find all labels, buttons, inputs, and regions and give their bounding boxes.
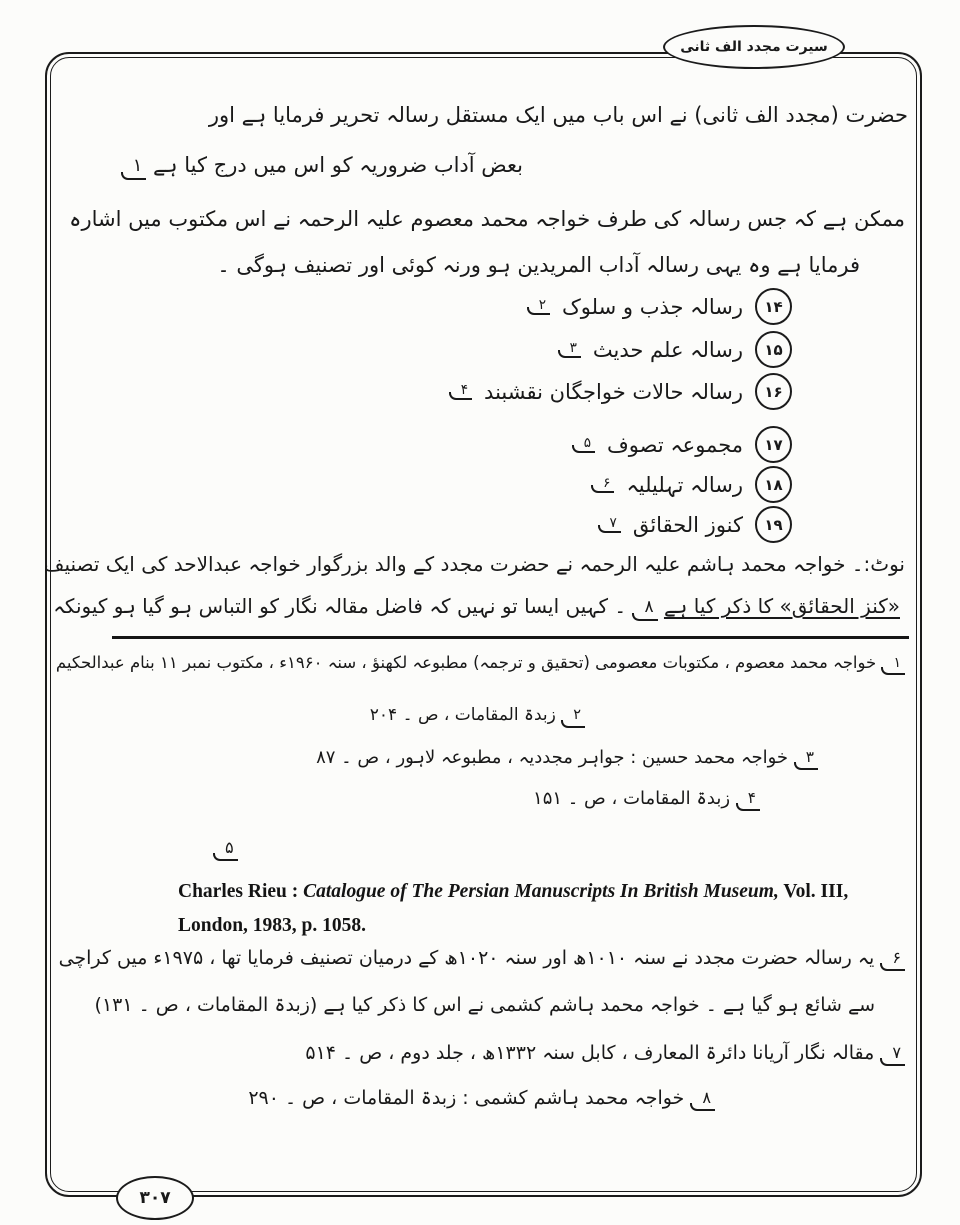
- item-number-badge: ۱۴: [755, 288, 792, 325]
- english-citation: [178, 875, 866, 943]
- footnote-ref-3: ۳: [558, 340, 581, 359]
- footnote-8-marker: ۸: [690, 1087, 715, 1112]
- list-item-19: [598, 506, 792, 543]
- footnote-4: [533, 787, 760, 812]
- footnote-ref-2: ۲: [527, 297, 550, 316]
- intro-line-2-text: بعض آداب ضروریہ کو اس میں درج کیا ہے: [152, 153, 523, 177]
- footnote-divider-rule: [112, 636, 909, 639]
- item-number-badge: ۱۹: [755, 506, 792, 543]
- footnote-2: [370, 704, 585, 729]
- item-number-badge: ۱۶: [755, 373, 792, 410]
- footnote-ref-5: ۵: [572, 435, 595, 454]
- footnote-7: [305, 1041, 905, 1067]
- item-title: رسالہ تہلیلیہ: [626, 472, 743, 497]
- footnote-6-line-1: [59, 946, 905, 972]
- footnote-1: [56, 652, 905, 676]
- footnote-5-marker: ۵: [213, 837, 238, 862]
- footnote-6-text-1: یہ رسالہ حضرت مجدد نے سنہ ۱۰۱۰ھ اور سنہ ۱۰۲۰ھ کے درمیان تصنیف فرمایا تھا ، ۱۹۷۵ء میں کراچی: [58, 947, 875, 969]
- item-title: رسالہ حالات خواجگان نقشبند: [484, 379, 743, 404]
- footnote-4-marker: ۴: [736, 788, 760, 812]
- footnote-ref-1: ۱: [121, 154, 147, 181]
- footnote-3: [316, 746, 818, 771]
- footnote-2-text: زبدۃ المقامات ، ص ۔ ۲۰۴: [369, 705, 556, 725]
- note-line-2: [53, 593, 900, 622]
- book-title: سیرت مجدد الف ثانی: [680, 39, 828, 55]
- page-number-cartouche: [116, 1176, 194, 1220]
- footnote-ref-6: ۶: [591, 475, 614, 494]
- item-title: رسالہ جذب و سلوک: [562, 294, 743, 319]
- intro-line-4: فرمایا ہے وہ یہی رسالہ آداب المریدین ہو ورنہ کوئی اور تصنیف ہوگی ۔: [217, 253, 860, 277]
- item-title: رسالہ علم حدیث: [592, 337, 743, 362]
- footnote-3-text: خواجہ محمد حسین : جواہر مجددیہ ، مطبوعہ لاہور ، ص ۔ ۸۷: [316, 747, 789, 768]
- citation-title: Catalogue of The Persian Manuscripts In British Museum,: [303, 881, 779, 902]
- list-item-16: [449, 373, 792, 410]
- footnote-ref-8: ۸: [632, 596, 657, 622]
- intro-line-1: حضرت (مجدد الف ثانی) نے اس باب میں ایک مستقل رسالہ تحریر فرمایا ہے اور: [208, 103, 908, 127]
- intro-line-3: ممکن ہے کہ جس رسالہ کی طرف خواجہ محمد معصوم علیہ الرحمہ نے اس مکتوب میں اشارہ: [69, 207, 905, 231]
- citation-separator: :: [286, 881, 304, 902]
- footnote-8: [248, 1086, 715, 1112]
- footnote-7-marker: ۷: [880, 1042, 905, 1067]
- note-underlined-title: «کنز الحقائق» کا ذکر کیا ہے: [663, 594, 900, 618]
- footnote-ref-7: ۷: [598, 515, 621, 534]
- list-item-18: [591, 466, 792, 503]
- footnote-ref-4: ۴: [449, 382, 472, 401]
- note-line-2-rest: ۔ کہیں ایسا تو نہیں کہ فاضل مقالہ نگار کو التباس ہو گیا ہو کیونکہ: [53, 594, 627, 618]
- footnote-6-line-2: سے شائع ہو گیا ہے ۔ خواجہ محمد ہاشم کشمی نے اس کا ذکر کیا ہے (زبدۃ المقامات ، ص ۔ ۱۳۱): [94, 994, 875, 1016]
- footnote-2-marker: ۲: [561, 706, 585, 729]
- list-item-15: [558, 331, 792, 368]
- page-number: ۳۰۷: [139, 1188, 171, 1208]
- item-number-badge: ۱۷: [755, 426, 792, 463]
- list-item-17: [572, 426, 792, 463]
- intro-line-2: [121, 151, 523, 181]
- footnote-1-text: خواجہ محمد معصوم ، مکتوبات معصومی (تحقیق و ترجمہ) مطبوعہ لکھنؤ ، سنہ ۱۹۶۰ء ، مکتوب نمبر ۱۱ بنام عبدالحکیم: [55, 653, 877, 672]
- running-head-cartouche: [663, 25, 845, 69]
- footnote-3-marker: ۳: [794, 747, 818, 771]
- citation-rest: Vol. III, London, 1983, p. 1058.: [178, 881, 849, 937]
- footnote-7-text: مقالہ نگار آریانا دائرۃ المعارف ، کابل سنہ ۱۳۳۲ھ ، جلد دوم ، ص ۔ ۵۱۴: [305, 1042, 875, 1064]
- footnote-6-marker: ۶: [880, 947, 905, 972]
- list-item-14: [527, 288, 792, 325]
- footnote-1-marker: ۱: [881, 654, 905, 676]
- footnote-8-text: خواجہ محمد ہاشم کشمی : زبدۃ المقامات ، ص ۔ ۲۹۰: [248, 1087, 685, 1109]
- item-number-badge: ۱۸: [755, 466, 792, 503]
- note-line-1: نوٹ:۔ خواجہ محمد ہاشم علیہ الرحمہ نے حضرت مجدد کے والد بزرگوار خواجہ عبدالاحد کی ایک تصنیف: [43, 552, 905, 576]
- item-title: کنوز الحقائق: [632, 512, 743, 537]
- item-number-badge: ۱۵: [755, 331, 792, 368]
- footnote-5-marker-line: [213, 836, 238, 862]
- footnote-4-text: زبدۃ المقامات ، ص ۔ ۱۵۱: [533, 788, 731, 809]
- item-title: مجموعہ تصوف: [607, 432, 743, 457]
- citation-author: Charles Rieu: [178, 881, 287, 902]
